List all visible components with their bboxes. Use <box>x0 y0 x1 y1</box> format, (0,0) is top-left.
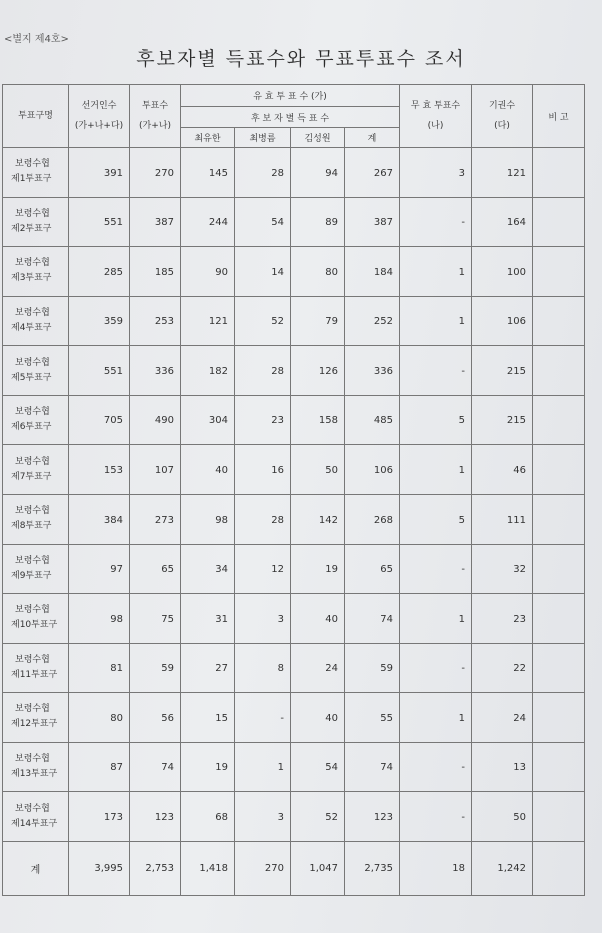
valid-sum-cell: 59 <box>345 643 400 693</box>
district-precinct: 제12투표구 <box>11 719 58 730</box>
abstain-cell: 23 <box>472 594 533 644</box>
candidate-2-cell: 16 <box>235 445 291 495</box>
header-abstain: 기권수 (다) <box>472 85 533 148</box>
note-cell <box>533 445 585 495</box>
candidate-1-cell: 121 <box>181 296 235 346</box>
district-precinct: 제9투표구 <box>11 570 52 581</box>
invalid-cell: 1 <box>400 693 472 743</box>
candidate-3-cell: 126 <box>291 346 345 396</box>
district-org: 보령수협 <box>15 654 50 665</box>
abstain-cell: 106 <box>472 296 533 346</box>
note-cell <box>533 643 585 693</box>
header-valid-votes: 유 효 투 표 수 (가) <box>181 85 400 107</box>
district-name <box>3 544 69 594</box>
district-name <box>3 742 69 792</box>
votes-cell: 273 <box>130 494 181 544</box>
district-precinct: 제4투표구 <box>11 322 52 333</box>
candidate-2-cell: 14 <box>235 247 291 297</box>
candidate-1-cell: 244 <box>181 197 235 247</box>
total-abstain: 1,242 <box>472 842 533 896</box>
abstain-cell: 121 <box>472 148 533 198</box>
candidate-2-cell: 54 <box>235 197 291 247</box>
candidate-1-cell: 90 <box>181 247 235 297</box>
invalid-cell: 1 <box>400 445 472 495</box>
candidate-2-cell: 3 <box>235 594 291 644</box>
valid-sum-cell: 485 <box>345 395 400 445</box>
candidate-1-cell: 98 <box>181 494 235 544</box>
candidate-3-cell: 40 <box>291 594 345 644</box>
invalid-cell: 1 <box>400 296 472 346</box>
electors-cell: 384 <box>69 494 130 544</box>
district-precinct: 제3투표구 <box>11 273 52 284</box>
candidate-3-cell: 24 <box>291 643 345 693</box>
votes-cell: 490 <box>130 395 181 445</box>
header-candidate-3: 김성원 <box>291 128 345 148</box>
invalid-cell: 5 <box>400 494 472 544</box>
invalid-cell: 1 <box>400 247 472 297</box>
table-row <box>3 148 585 198</box>
note-cell <box>533 296 585 346</box>
district-name <box>3 445 69 495</box>
header-candidate-1: 최유한 <box>181 128 235 148</box>
votes-cell: 253 <box>130 296 181 346</box>
electors-cell: 173 <box>69 792 130 842</box>
candidate-3-cell: 40 <box>291 693 345 743</box>
candidate-1-cell: 68 <box>181 792 235 842</box>
candidate-3-cell: 142 <box>291 494 345 544</box>
candidate-3-cell: 94 <box>291 148 345 198</box>
note-cell <box>533 494 585 544</box>
valid-sum-cell: 387 <box>345 197 400 247</box>
invalid-cell: - <box>400 197 472 247</box>
abstain-cell: 100 <box>472 247 533 297</box>
note-cell <box>533 395 585 445</box>
total-label: 계 <box>3 842 69 896</box>
valid-sum-cell: 268 <box>345 494 400 544</box>
district-name <box>3 395 69 445</box>
note-cell <box>533 544 585 594</box>
invalid-cell: - <box>400 643 472 693</box>
district-precinct: 제10투표구 <box>11 620 58 631</box>
note-cell <box>533 693 585 743</box>
district-org: 보령수협 <box>15 803 50 814</box>
document-title: 후보자별 득표수와 무표투표수 조서 <box>136 48 466 70</box>
district-name <box>3 494 69 544</box>
electors-cell: 359 <box>69 296 130 346</box>
abstain-cell: 111 <box>472 494 533 544</box>
candidate-1-cell: 182 <box>181 346 235 396</box>
candidate-2-cell: - <box>235 693 291 743</box>
candidate-1-cell: 31 <box>181 594 235 644</box>
candidate-1-cell: 15 <box>181 693 235 743</box>
form-number-label: <별지 제4호> <box>4 34 69 45</box>
district-name <box>3 594 69 644</box>
electors-cell: 81 <box>69 643 130 693</box>
valid-sum-cell: 74 <box>345 742 400 792</box>
invalid-cell: 5 <box>400 395 472 445</box>
district-org: 보령수협 <box>15 208 50 219</box>
votes-cell: 185 <box>130 247 181 297</box>
district-name <box>3 346 69 396</box>
votes-cell: 65 <box>130 544 181 594</box>
votes-cell: 56 <box>130 693 181 743</box>
table-row <box>3 296 585 346</box>
district-precinct: 제7투표구 <box>11 471 52 482</box>
district-name <box>3 247 69 297</box>
candidate-2-cell: 23 <box>235 395 291 445</box>
votes-cell: 387 <box>130 197 181 247</box>
invalid-cell: 3 <box>400 148 472 198</box>
header-invalid-votes: 무 효 투표수 (나) <box>400 85 472 148</box>
header-candidate-2: 최병름 <box>235 128 291 148</box>
valid-sum-cell: 123 <box>345 792 400 842</box>
candidate-2-cell: 28 <box>235 148 291 198</box>
table-row <box>3 792 585 842</box>
header-district: 투표구명 <box>3 85 69 148</box>
vote-count-table <box>2 84 585 896</box>
electors-cell: 98 <box>69 594 130 644</box>
valid-sum-cell: 65 <box>345 544 400 594</box>
district-name <box>3 643 69 693</box>
candidate-3-cell: 79 <box>291 296 345 346</box>
note-cell <box>533 594 585 644</box>
district-name <box>3 792 69 842</box>
candidate-3-cell: 89 <box>291 197 345 247</box>
district-precinct: 제1투표구 <box>11 174 52 185</box>
note-cell <box>533 792 585 842</box>
votes-cell: 59 <box>130 643 181 693</box>
district-org: 보령수협 <box>15 456 50 467</box>
district-org: 보령수협 <box>15 159 50 170</box>
total-candidate-1: 1,418 <box>181 842 235 896</box>
abstain-cell: 215 <box>472 346 533 396</box>
note-cell <box>533 197 585 247</box>
candidate-1-cell: 40 <box>181 445 235 495</box>
table-row <box>3 197 585 247</box>
candidate-2-cell: 28 <box>235 494 291 544</box>
valid-sum-cell: 184 <box>345 247 400 297</box>
total-invalid: 18 <box>400 842 472 896</box>
electors-cell: 285 <box>69 247 130 297</box>
district-org: 보령수협 <box>15 754 50 765</box>
header-electors: 선거인수 (가+나+다) <box>69 85 130 148</box>
candidate-2-cell: 12 <box>235 544 291 594</box>
valid-sum-cell: 74 <box>345 594 400 644</box>
electors-cell: 80 <box>69 693 130 743</box>
votes-cell: 107 <box>130 445 181 495</box>
abstain-cell: 46 <box>472 445 533 495</box>
table-row <box>3 544 585 594</box>
candidate-2-cell: 1 <box>235 742 291 792</box>
table-row <box>3 445 585 495</box>
table-row <box>3 346 585 396</box>
district-org: 보령수협 <box>15 555 50 566</box>
table-row <box>3 594 585 644</box>
header-by-candidate: 후 보 자 별 득 표 수 <box>181 107 400 128</box>
abstain-cell: 164 <box>472 197 533 247</box>
candidate-1-cell: 304 <box>181 395 235 445</box>
table-row <box>3 247 585 297</box>
valid-sum-cell: 106 <box>345 445 400 495</box>
total-electors: 3,995 <box>69 842 130 896</box>
district-name <box>3 296 69 346</box>
table-row <box>3 643 585 693</box>
electors-cell: 551 <box>69 197 130 247</box>
candidate-3-cell: 158 <box>291 395 345 445</box>
candidate-2-cell: 28 <box>235 346 291 396</box>
electors-cell: 97 <box>69 544 130 594</box>
district-precinct: 제14투표구 <box>11 818 58 829</box>
total-valid-sum: 2,735 <box>345 842 400 896</box>
header-note: 비 고 <box>533 85 585 148</box>
district-org: 보령수협 <box>15 357 50 368</box>
abstain-cell: 13 <box>472 742 533 792</box>
votes-cell: 123 <box>130 792 181 842</box>
invalid-cell: - <box>400 346 472 396</box>
abstain-cell: 24 <box>472 693 533 743</box>
district-name <box>3 197 69 247</box>
district-name <box>3 693 69 743</box>
electors-cell: 391 <box>69 148 130 198</box>
note-cell <box>533 148 585 198</box>
candidate-2-cell: 52 <box>235 296 291 346</box>
valid-sum-cell: 336 <box>345 346 400 396</box>
table-row <box>3 395 585 445</box>
electors-cell: 87 <box>69 742 130 792</box>
note-cell <box>533 346 585 396</box>
district-org: 보령수협 <box>15 307 50 318</box>
note-cell <box>533 742 585 792</box>
abstain-cell: 215 <box>472 395 533 445</box>
total-note <box>533 842 585 896</box>
total-row <box>3 842 585 896</box>
candidate-3-cell: 80 <box>291 247 345 297</box>
votes-cell: 75 <box>130 594 181 644</box>
district-precinct: 제6투표구 <box>11 422 52 433</box>
total-candidate-2: 270 <box>235 842 291 896</box>
district-org: 보령수협 <box>15 506 50 517</box>
candidate-2-cell: 8 <box>235 643 291 693</box>
total-candidate-3: 1,047 <box>291 842 345 896</box>
district-precinct: 제13투표구 <box>11 769 58 780</box>
electors-cell: 153 <box>69 445 130 495</box>
district-org: 보령수협 <box>15 704 50 715</box>
district-org: 보령수협 <box>15 258 50 269</box>
candidate-1-cell: 34 <box>181 544 235 594</box>
candidate-2-cell: 3 <box>235 792 291 842</box>
candidate-1-cell: 145 <box>181 148 235 198</box>
candidate-3-cell: 50 <box>291 445 345 495</box>
abstain-cell: 32 <box>472 544 533 594</box>
abstain-cell: 22 <box>472 643 533 693</box>
invalid-cell: - <box>400 792 472 842</box>
valid-sum-cell: 252 <box>345 296 400 346</box>
district-precinct: 제5투표구 <box>11 372 52 383</box>
electors-cell: 705 <box>69 395 130 445</box>
invalid-cell: - <box>400 544 472 594</box>
invalid-cell: - <box>400 742 472 792</box>
district-org: 보령수협 <box>15 407 50 418</box>
abstain-cell: 50 <box>472 792 533 842</box>
header-votes: 투표수 (가+나) <box>130 85 181 148</box>
candidate-3-cell: 19 <box>291 544 345 594</box>
district-precinct: 제2투표구 <box>11 223 52 234</box>
valid-sum-cell: 55 <box>345 693 400 743</box>
votes-cell: 74 <box>130 742 181 792</box>
candidate-3-cell: 52 <box>291 792 345 842</box>
candidate-1-cell: 19 <box>181 742 235 792</box>
votes-cell: 336 <box>130 346 181 396</box>
table-row <box>3 693 585 743</box>
valid-sum-cell: 267 <box>345 148 400 198</box>
candidate-3-cell: 54 <box>291 742 345 792</box>
note-cell <box>533 247 585 297</box>
candidate-1-cell: 27 <box>181 643 235 693</box>
electors-cell: 551 <box>69 346 130 396</box>
total-votes: 2,753 <box>130 842 181 896</box>
header-valid-sum: 계 <box>345 128 400 148</box>
district-name <box>3 148 69 198</box>
district-org: 보령수협 <box>15 605 50 616</box>
invalid-cell: 1 <box>400 594 472 644</box>
district-precinct: 제11투표구 <box>11 669 58 680</box>
district-precinct: 제8투표구 <box>11 521 52 532</box>
table-row <box>3 494 585 544</box>
table-row <box>3 742 585 792</box>
votes-cell: 270 <box>130 148 181 198</box>
